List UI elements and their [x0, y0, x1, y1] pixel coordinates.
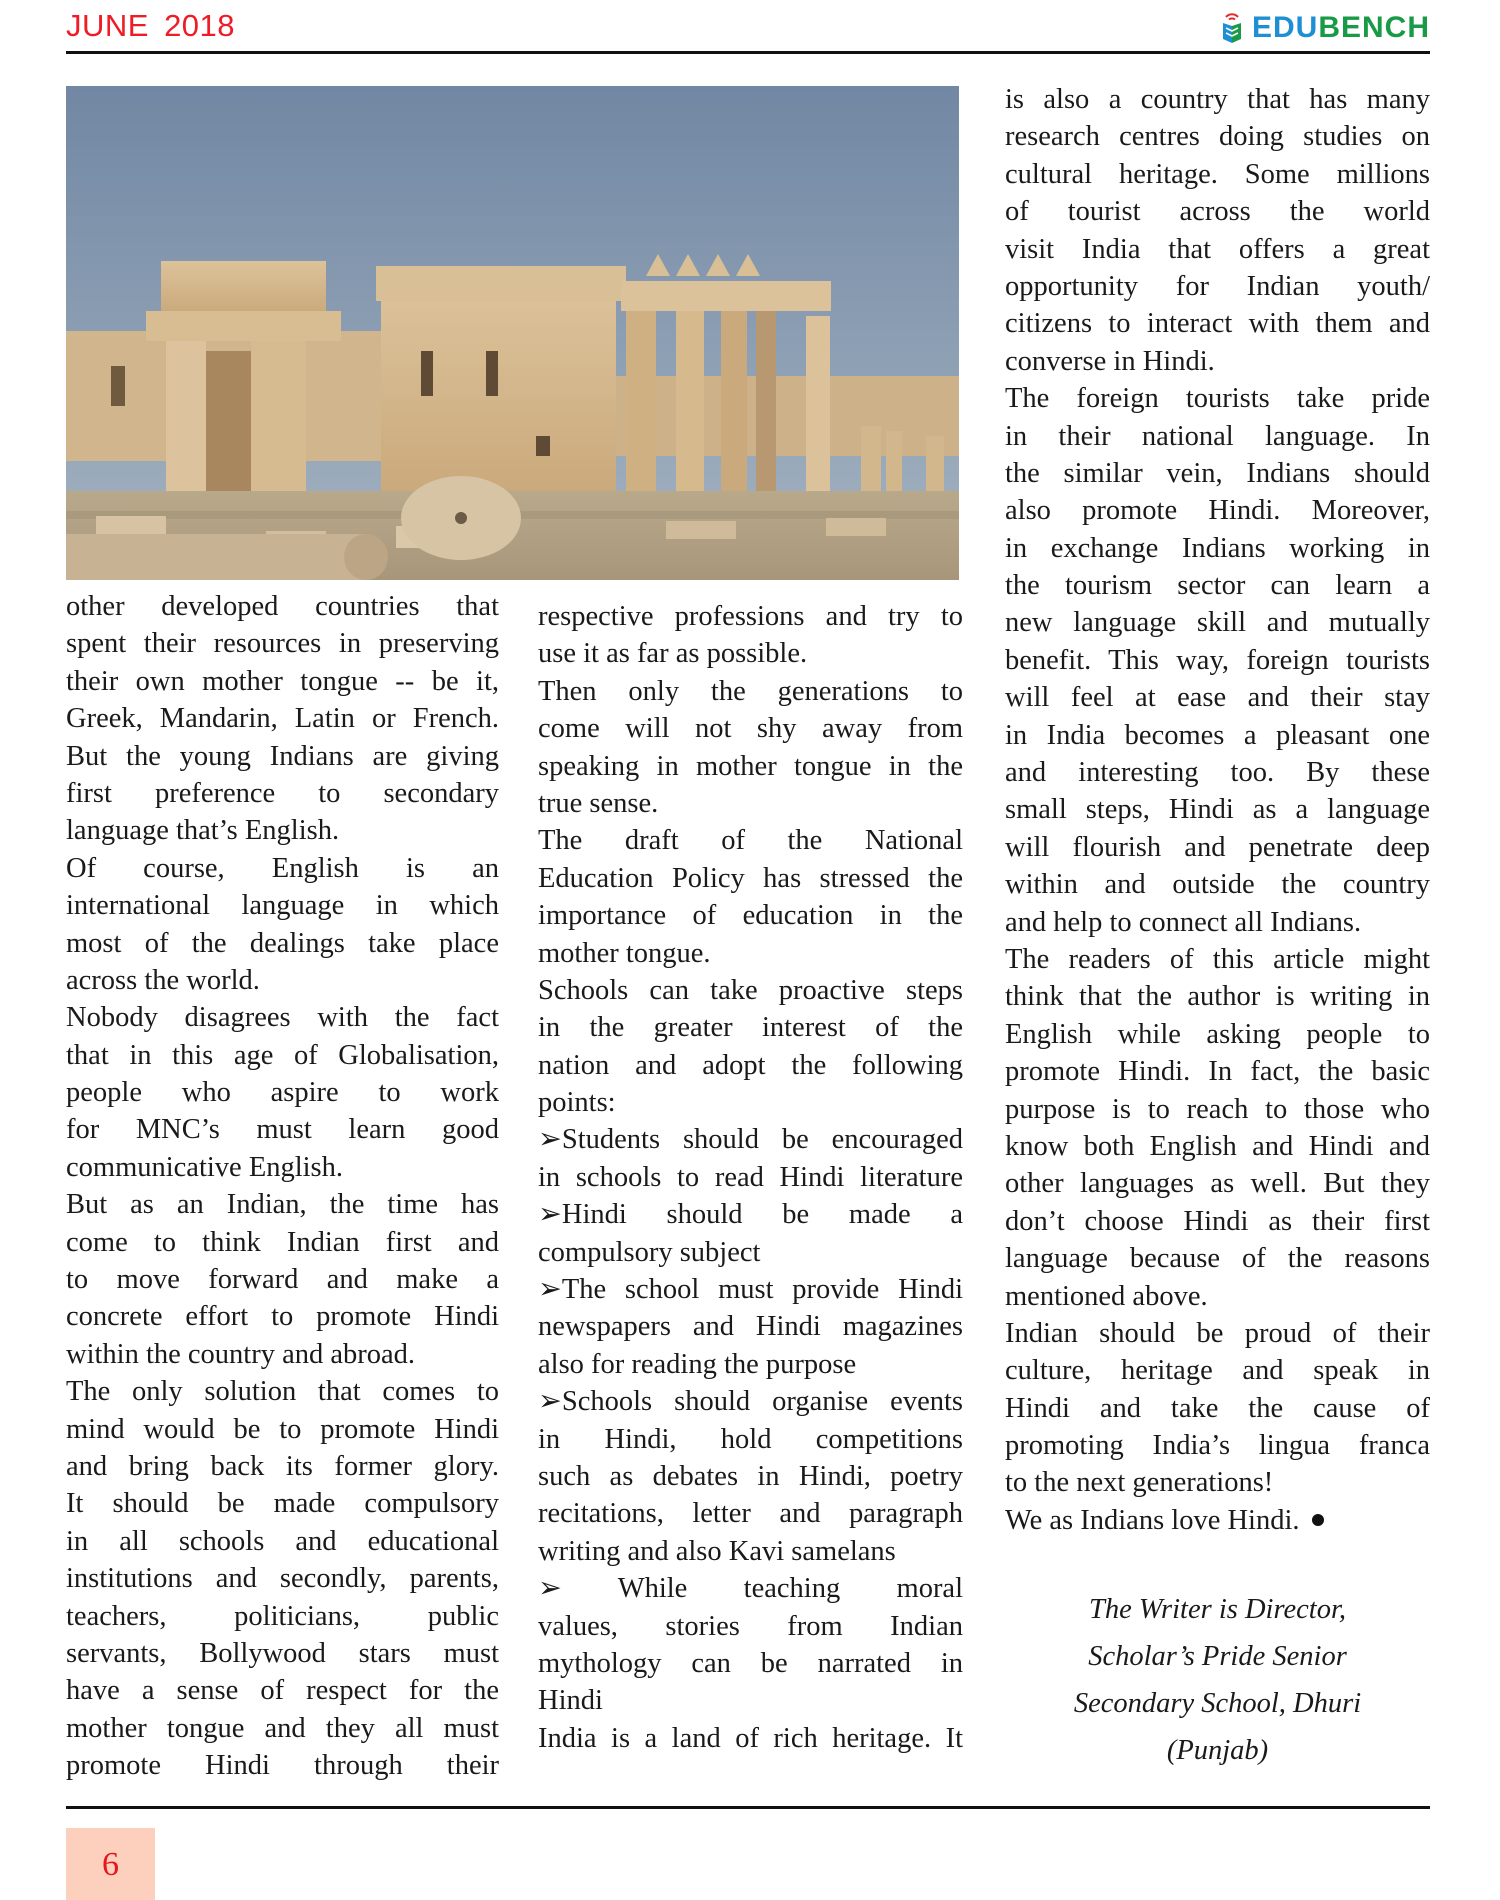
credit-line: Secondary School, Dhuri [1073, 1688, 1362, 1719]
text-line: servants, Bollywood stars must [66, 1637, 499, 1669]
text-line: in their national language. In [1005, 420, 1430, 452]
text-line: other languages as well. But they [1005, 1168, 1430, 1200]
text-line-content: We as Indians love Hindi. [1005, 1504, 1300, 1536]
text-line: The readers of this article might [1005, 943, 1430, 975]
text-line: come to think Indian first and [66, 1226, 499, 1258]
text-line: ➢Schools should organise events [538, 1386, 963, 1418]
logo-edu: EDU [1251, 11, 1319, 44]
text-line: new language skill and mutually [1005, 607, 1430, 639]
text-line: English while asking people to [1005, 1018, 1430, 1050]
text-line: first preference to secondary [66, 777, 499, 809]
page-number: 6 [102, 1846, 119, 1883]
text-line: also for reading the purpose [538, 1348, 857, 1380]
article-column-1 [66, 588, 499, 1785]
text-line: purpose is to reach to those who [1005, 1093, 1430, 1125]
text-line: nation and adopt the following [538, 1049, 963, 1081]
text-line: Then only the generations to [538, 675, 963, 707]
text-line: ➢Students should be encouraged [538, 1124, 963, 1156]
logo-bench: BENCH [1318, 11, 1430, 44]
author-credit [1005, 1586, 1430, 1774]
text-line [1005, 1502, 1430, 1539]
text-line: such as debates in Hindi, poetry [538, 1460, 963, 1492]
text-line: in India becomes a pleasant one [1005, 719, 1430, 751]
text-line: small steps, Hindi as a language [1005, 794, 1430, 826]
text-line: But as an Indian, the time has [66, 1189, 499, 1221]
text-line: will flourish and penetrate deep [1005, 831, 1430, 863]
text-line: know both English and Hindi and [1005, 1130, 1430, 1162]
text-line: cultural heritage. Some millions [1005, 158, 1430, 190]
text-line: also promote Hindi. Moreover, [1005, 495, 1430, 527]
text-line: speaking in mother tongue in the [538, 750, 963, 782]
text-line: India is a land of rich heritage. It [538, 1722, 963, 1754]
text-line: language that’s English. [66, 815, 340, 847]
text-line: ➢ While teaching moral [538, 1573, 963, 1605]
text-line: teachers, politicians, public [66, 1600, 499, 1632]
page-number-box [66, 1828, 155, 1900]
text-line: citizens to interact with them and [1005, 308, 1430, 340]
text-line: It should be made compulsory [66, 1488, 499, 1520]
text-line: true sense. [538, 787, 659, 819]
credit-line: Scholar’s Pride Senior [1088, 1641, 1347, 1672]
text-line: ➢Hindi should be made a [538, 1199, 963, 1231]
text-line: respective professions and try to [538, 601, 963, 632]
text-line: ➢The school must provide Hindi [538, 1274, 963, 1306]
text-line: think that the author is writing in [1005, 981, 1430, 1013]
text-line: other developed countries that [66, 591, 499, 622]
edubench-logo-icon [1222, 12, 1242, 44]
article-column-2 [538, 598, 963, 1757]
text-line: mythology can be narrated in [538, 1647, 963, 1679]
text-line: for MNC’s must learn good [66, 1114, 499, 1146]
text-line: importance of education in the [538, 900, 963, 932]
text-line: promoting India’s lingua franca [1005, 1430, 1430, 1462]
text-line: Nobody disagrees with the fact [66, 1002, 499, 1034]
photo-ruins-icon [66, 86, 959, 580]
article-photo [66, 86, 959, 580]
text-line: in exchange Indians working in [1005, 532, 1430, 564]
text-line: opportunity for Indian youth/ [1005, 270, 1430, 302]
text-line: the similar vein, Indians should [1005, 457, 1430, 489]
text-line: mother tongue. [538, 937, 711, 969]
text-line: will feel at ease and their stay [1005, 682, 1430, 714]
text-line: don’t choose Hindi as their first [1005, 1205, 1430, 1237]
text-line: in the greater interest of the [538, 1012, 963, 1044]
text-line: points: [538, 1087, 616, 1119]
text-line: mind would be to promote Hindi [66, 1413, 499, 1445]
text-line: that in this age of Globalisation, [66, 1039, 499, 1071]
text-line: their own mother tongue -- be it, [66, 665, 499, 697]
text-line: and bring back its former glory. [66, 1450, 499, 1482]
text-line: Of course, English is an [66, 852, 499, 884]
text-line: The foreign tourists take pride [1005, 383, 1430, 415]
article-column-3 [1005, 81, 1430, 1539]
text-line: promote Hindi. In fact, the basic [1005, 1056, 1430, 1088]
text-line: culture, heritage and speak in [1005, 1355, 1430, 1387]
text-line: visit India that offers a great [1005, 233, 1430, 265]
text-line: in Hindi, hold competitions [538, 1423, 963, 1455]
text-line: in all schools and educational [66, 1525, 499, 1557]
footer-rule [66, 1806, 1430, 1809]
text-line: within the country and abroad. [66, 1338, 416, 1370]
text-line: spent their resources in preserving [66, 628, 499, 660]
text-line: international language in which [66, 890, 499, 922]
credit-line: (Punjab) [1166, 1735, 1269, 1766]
text-line: institutions and secondly, parents, [66, 1563, 499, 1595]
text-line: Greek, Mandarin, Latin or French. [66, 703, 499, 735]
text-line: use it as far as possible. [538, 638, 808, 670]
text-line: Hindi [538, 1685, 603, 1717]
text-line: The only solution that comes to [66, 1376, 499, 1408]
text-line: in schools to read Hindi literature [538, 1161, 963, 1193]
text-line: of tourist across the world [1005, 196, 1430, 228]
text-line: mother tongue and they all must [66, 1712, 499, 1744]
text-line: values, stories from Indian [538, 1610, 963, 1642]
text-line: The draft of the National [538, 825, 963, 857]
text-line: newspapers and Hindi magazines [538, 1311, 963, 1343]
text-line: most of the dealings take place [66, 927, 499, 959]
text-line: research centres doing studies on [1005, 121, 1430, 153]
text-line: promote Hindi through their [66, 1750, 499, 1782]
text-line: to move forward and make a [66, 1264, 499, 1296]
text-line: within and outside the country [1005, 869, 1430, 901]
text-line: language because of the reasons [1005, 1243, 1430, 1275]
text-line: writing and also Kavi samelans [538, 1535, 896, 1567]
logo-wordmark [1252, 13, 1430, 43]
text-line: concrete effort to promote Hindi [66, 1301, 499, 1333]
text-line: recitations, letter and paragraph [538, 1498, 963, 1530]
text-line: But the young Indians are giving [66, 740, 499, 772]
text-line: people who aspire to work [66, 1077, 499, 1109]
text-line: Education Policy has stressed the [538, 862, 963, 894]
text-line: Hindi and take the cause of [1005, 1392, 1430, 1424]
text-line: come will not shy away from [538, 713, 963, 745]
end-of-article-bullet-icon [1312, 1514, 1324, 1526]
text-line: benefit. This way, foreign tourists [1005, 644, 1430, 676]
text-line: communicative English. [66, 1151, 344, 1183]
text-line: have a sense of respect for the [66, 1675, 499, 1707]
text-line: the tourism sector can learn a [1005, 570, 1430, 602]
text-line: mentioned above. [1005, 1280, 1208, 1312]
text-line: and interesting too. By these [1005, 757, 1430, 789]
text-line: across the world. [66, 964, 260, 996]
text-line: to the next generations! [1005, 1467, 1274, 1499]
text-line: and help to connect all Indians. [1005, 906, 1362, 938]
text-line: Schools can take proactive steps [538, 974, 963, 1006]
edubench-logo [1222, 10, 1430, 46]
credit-line: The Writer is Director, [1088, 1594, 1347, 1625]
text-line: converse in Hindi. [1005, 345, 1215, 377]
header-rule [66, 51, 1430, 54]
issue-date: JUNE 2018 [66, 8, 236, 43]
text-line: compulsory subject [538, 1236, 761, 1268]
text-line: Indian should be proud of their [1005, 1317, 1430, 1349]
text-line: is also a country that has many [1005, 84, 1430, 115]
